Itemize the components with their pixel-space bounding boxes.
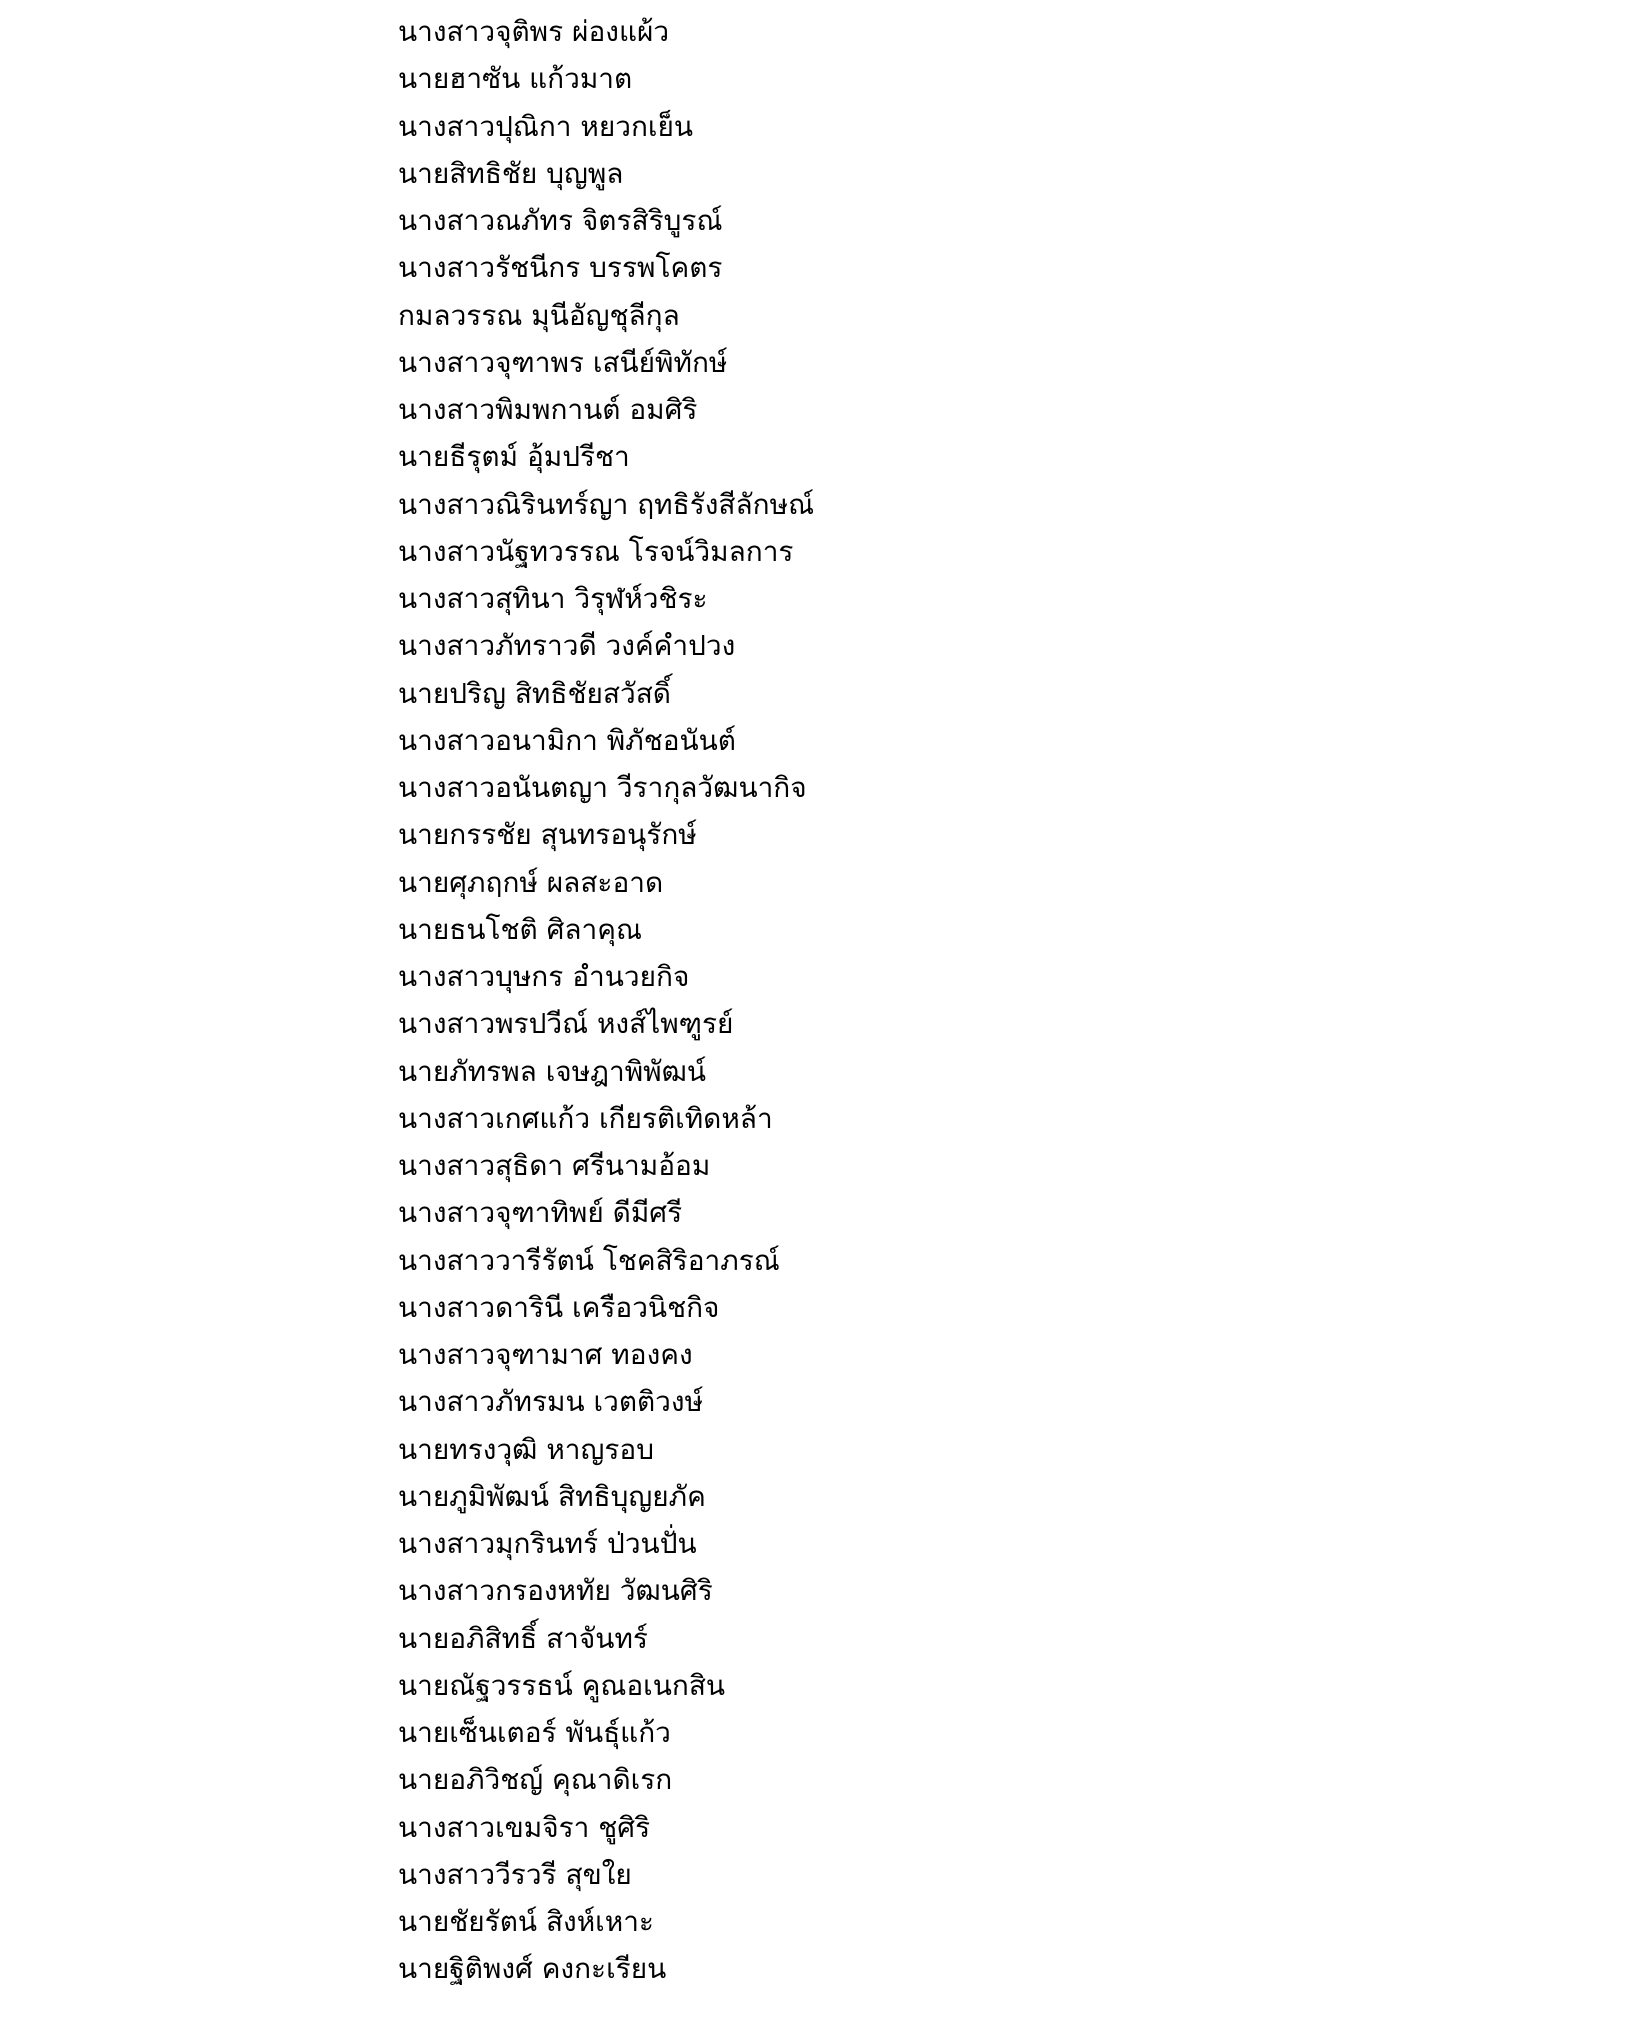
list-item: นางสาวภัทราวดี วงค์คำปวง [398, 629, 736, 663]
list-item: นางสาวพิมพกานต์ อมศิริ [398, 393, 698, 426]
list-item: นางสาวอนามิกา พิภัชอนันต์ [398, 723, 736, 757]
list-item: นางสาวรัชนีกร บรรพโคตร [398, 251, 723, 285]
list-item: นางสาวณภัทร จิตรสิริบูรณ์ [398, 204, 723, 237]
list-item: นางสาวสุทินา วิรุฬห์วชิระ [398, 582, 708, 615]
name-list [398, 8, 814, 1993]
list-item: กมลวรรณ มุนีอัญชุลีกุล [398, 298, 680, 332]
list-item: นายทรงวุฒิ หาญรอบ [398, 1432, 655, 1466]
list-item: นายสิทธิชัย บุญพูล [398, 156, 624, 190]
list-item: นายณัฐวรรธน์ คูณอเนกสิน [398, 1668, 726, 1702]
list-item: นายธีรุตม์ อุ้มปรีชา [398, 440, 630, 474]
list-item: นายศุภฤกษ์ ผลสะอาด [398, 865, 664, 899]
list-item: นายปริญ สิทธิชัยสวัสดิ์ [398, 676, 671, 710]
list-item: นางสาววารีรัตน์ โชคสิริอาภรณ์ [398, 1243, 780, 1277]
list-item: นางสาวพรปวีณ์ หงส์ไพฑูรย์ [398, 1007, 734, 1041]
list-item: นายภัทรพล เจษฎาพิพัฒน์ [398, 1054, 707, 1088]
list-item: นางสาวกรองหทัย วัฒนศิริ [398, 1574, 713, 1608]
list-item: นางสาวดารินี เครือวนิชกิจ [398, 1290, 720, 1324]
list-item: นายอภิสิทธิ์ สาจันทร์ [398, 1621, 648, 1655]
list-item: นายอภิวิชญ์ คุณาดิเรก [398, 1763, 673, 1797]
list-item: นายภูมิพัฒน์ สิทธิบุญยภัค [398, 1479, 706, 1513]
list-item: นางสาวเขมจิรา ชูศิริ [398, 1810, 651, 1844]
list-item: นางสาวบุษกร อำนวยกิจ [398, 960, 690, 993]
list-item: นายกรรชัย สุนทรอนุรักษ์ [398, 818, 697, 852]
list-item: นายชัยรัตน์ สิงห์เหาะ [398, 1905, 654, 1938]
list-item: นางสาวจุติพร ผ่องแผ้ว [398, 15, 670, 48]
list-item: นางสาวณิรินทร์ญา ฤทธิรังสีลักษณ์ [398, 487, 815, 521]
list-item: นางสาวจุฑามาศ ทองคง [398, 1338, 693, 1371]
list-item: นางสาววีรวรี สุขใย [398, 1857, 632, 1891]
list-item: นางสาวภัทรมน เวตติวงษ์ [398, 1385, 704, 1419]
list-item: นายธนโชติ ศิลาคุณ [398, 912, 642, 946]
list-item: นายฐิติพงศ์ คงกะเรียน [398, 1952, 667, 1986]
list-item: นางสาวปุณิกา หยวกเย็น [398, 109, 694, 143]
list-item: นางสาวเกศแก้ว เกียรติเทิดหล้า [398, 1101, 773, 1135]
list-item: นางสาวสุธิดา ศรีนามอ้อม [398, 1149, 711, 1182]
list-item: นายเซ็นเตอร์ พันธุ์แก้ว [398, 1716, 671, 1749]
list-item: นายฮาซัน แก้วมาต [398, 62, 633, 96]
list-item: นางสาวนัฐทวรรณ โรจน์วิมลการ [398, 534, 794, 568]
list-item: นางสาวจุฑาพร เสนีย์พิทักษ์ [398, 345, 728, 379]
list-item: นางสาวมุกรินทร์ ป่วนปั่น [398, 1527, 697, 1560]
list-item: นางสาวจุฑาทิพย์ ดีมีศรี [398, 1196, 683, 1230]
list-item: นางสาวอนันตญา วีรากุลวัฒนากิจ [398, 771, 807, 804]
